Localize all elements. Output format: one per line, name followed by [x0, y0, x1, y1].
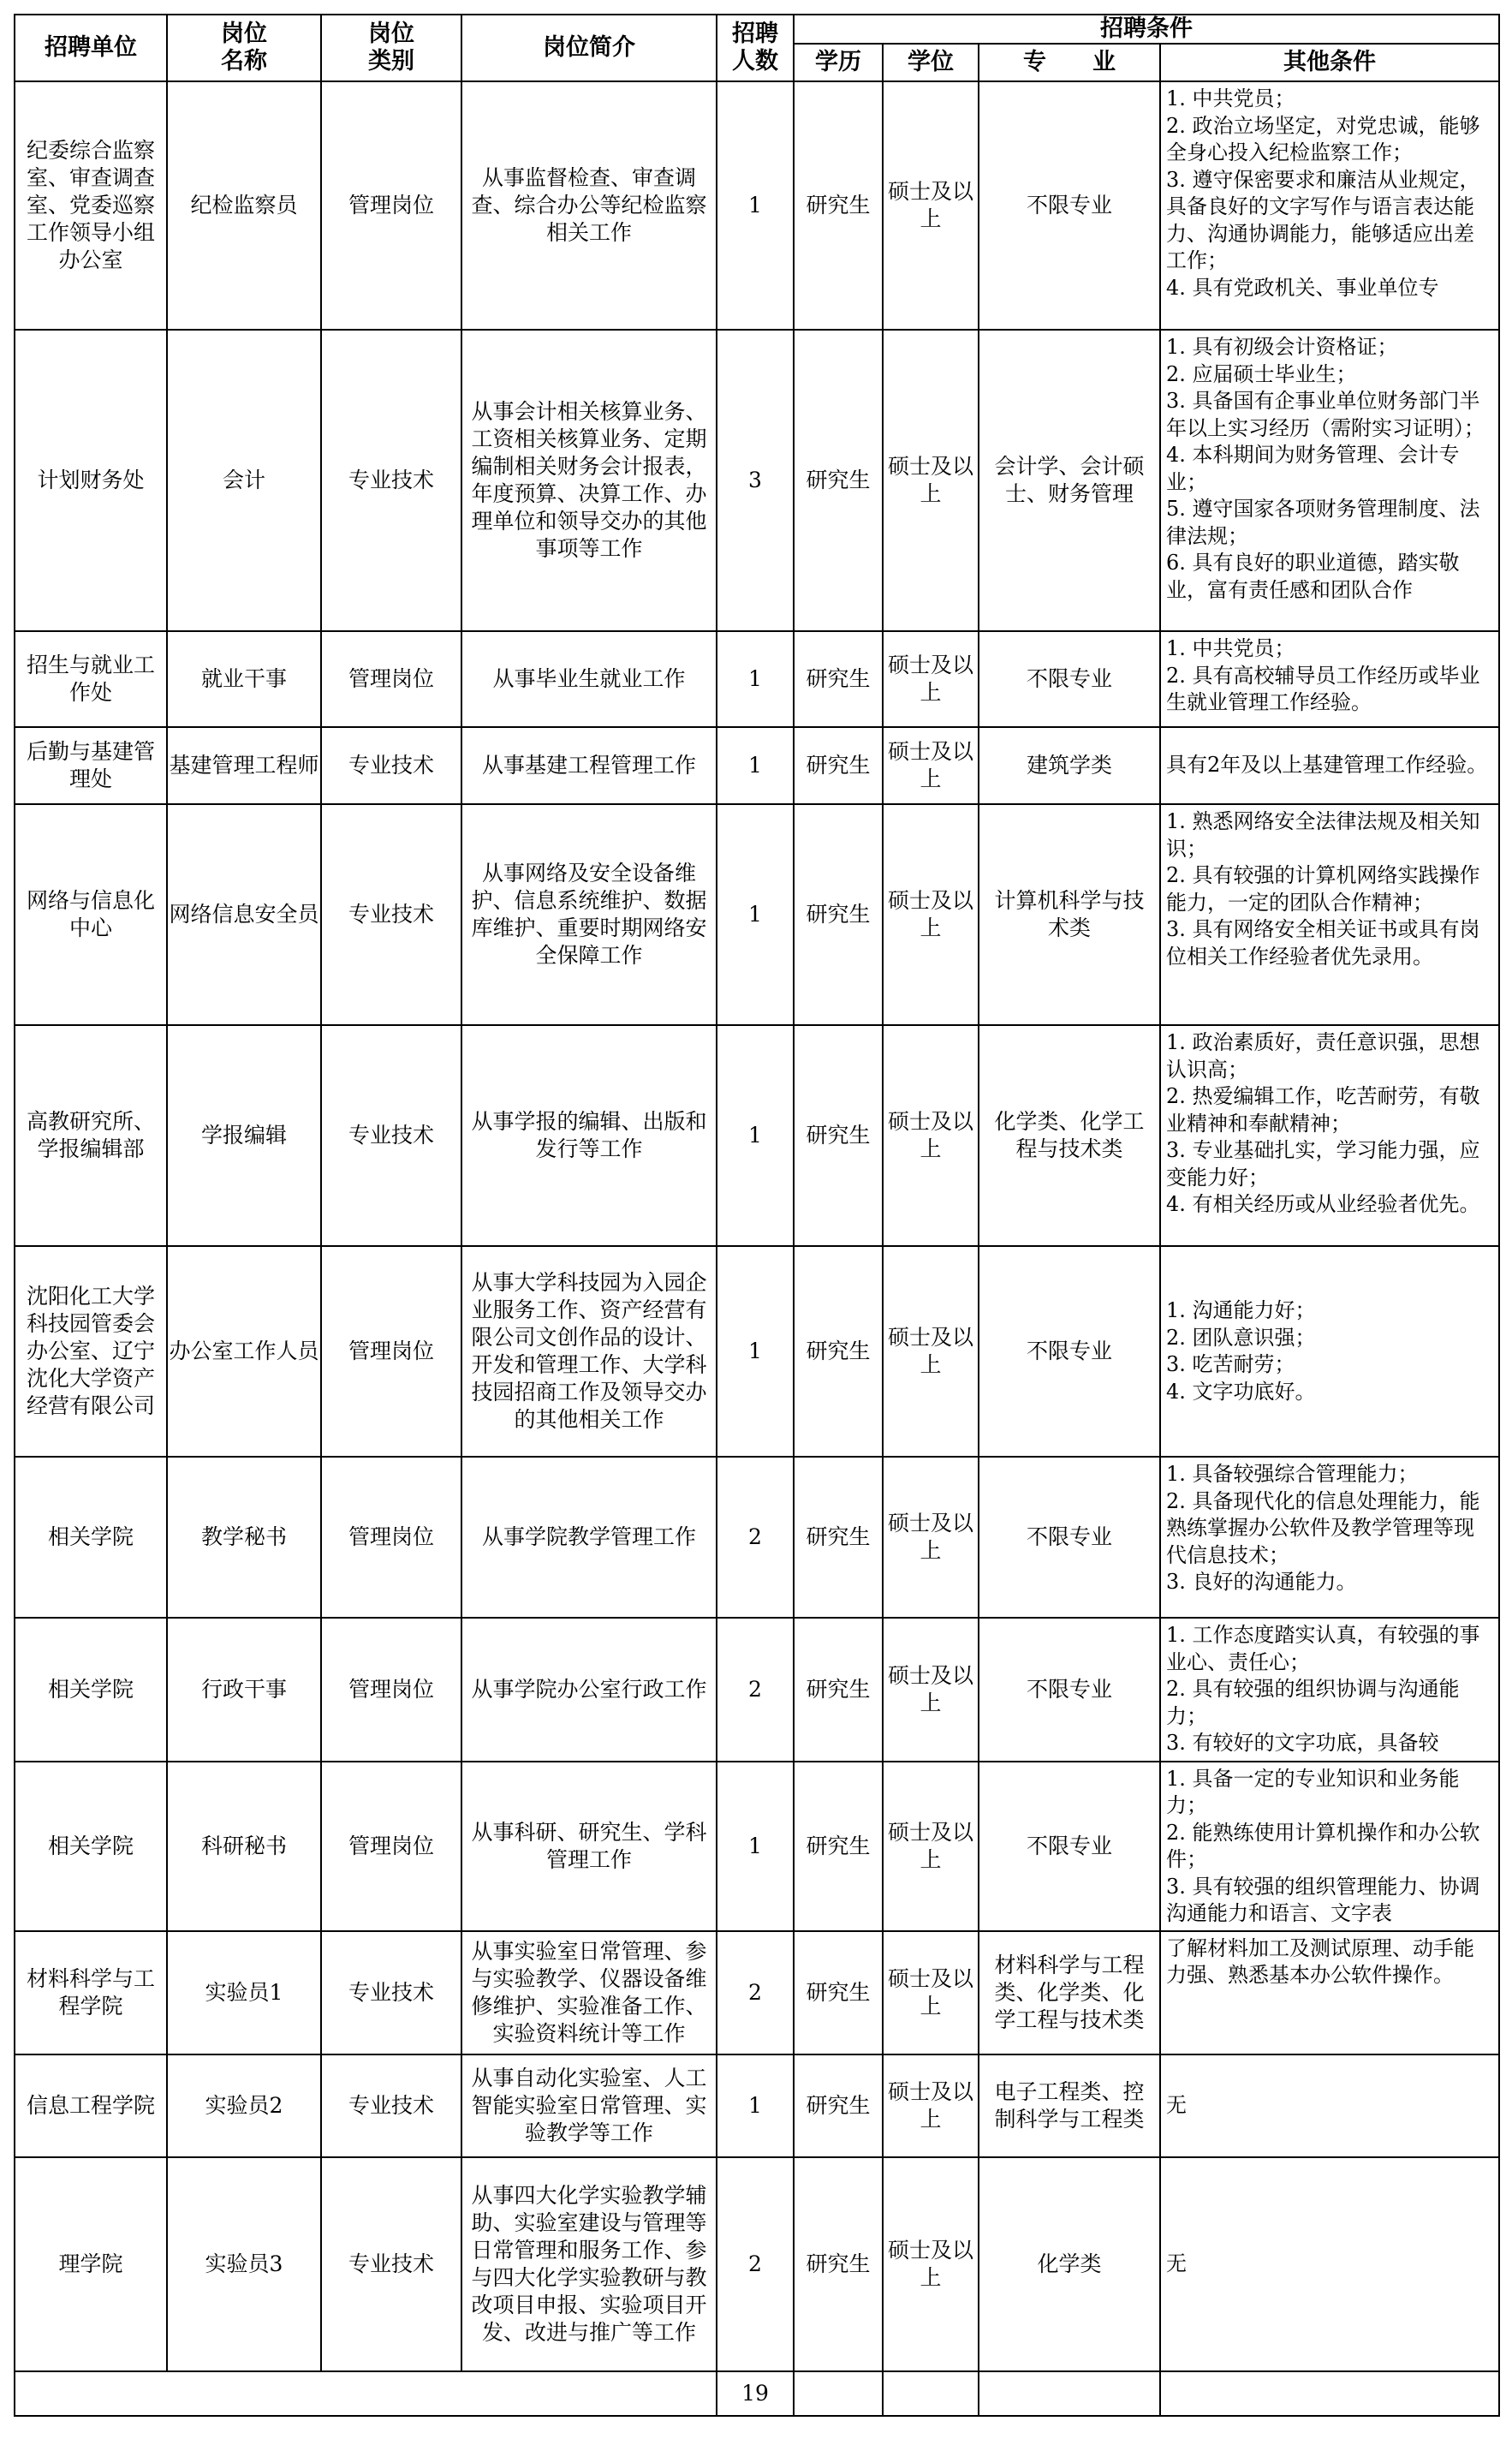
- cell-intro-text: 从事实验室日常管理、参与实验教学、仪器设备维修维护、实验准备工作、实验资料统计等工作: [471, 1938, 707, 2046]
- cell-major-text: 化学类: [1037, 2251, 1102, 2276]
- condition-item: 1. 具备一定的专业知识和业务能力；: [1166, 1766, 1460, 1817]
- cell-post: [167, 1931, 321, 2054]
- cell-edu-text: 研究生: [806, 902, 871, 927]
- cell-major: [979, 631, 1160, 727]
- footer-empty-left: [15, 2371, 717, 2416]
- cell-intro: [461, 631, 717, 727]
- cell-count-text: 1: [748, 193, 762, 218]
- cell-post: [167, 631, 321, 727]
- cell-post-text: 基建管理工程师: [169, 753, 319, 778]
- header-count: 招聘 人数: [717, 15, 794, 81]
- cell-degree-text: 硕士及以上: [887, 653, 973, 705]
- cell-intro-text: 从事学报的编辑、出版和发行等工作: [471, 1109, 707, 1161]
- condition-item: 4. 本科期间为财务管理、会计专业；: [1166, 443, 1460, 494]
- condition-item: 无: [1166, 2092, 1187, 2117]
- cell-count: [717, 804, 794, 1025]
- table-row: [15, 1457, 1499, 1618]
- cell-edu: [794, 1246, 883, 1457]
- cell-degree: [883, 1457, 979, 1618]
- cell-type: [321, 330, 461, 631]
- cell-other-conditions: [1160, 1762, 1499, 1931]
- table-row: [15, 330, 1499, 631]
- cell-unit-text: 招生与就业工作处: [26, 653, 155, 705]
- recruitment-table: [14, 14, 1500, 2417]
- cell-other-conditions: [1160, 1931, 1499, 2054]
- cell-major-text: 计算机科学与技术类: [994, 888, 1145, 940]
- cell-intro: [461, 1618, 717, 1762]
- cell-degree: [883, 1762, 979, 1931]
- condition-item: 2. 热爱编辑工作，吃苦耐劳，有敬业精神和奉献精神；: [1166, 1084, 1480, 1136]
- cell-unit: [15, 727, 167, 804]
- cell-major: [979, 2054, 1160, 2157]
- cell-unit-text: 相关学院: [47, 1833, 134, 1858]
- cell-degree-text: 硕士及以上: [887, 1965, 973, 2019]
- cell-intro-text: 从事网络及安全设备维护、信息系统维护、数据库维护、重要时期网络安全保障工作: [471, 861, 707, 968]
- cell-edu: [794, 1025, 883, 1246]
- cell-post-text: 实验员1: [205, 1979, 283, 2005]
- cell-type-text: 专业技术: [348, 2251, 434, 2276]
- cell-other-conditions: [1160, 1246, 1499, 1457]
- footer-empty-major: [979, 2371, 1160, 2416]
- cell-unit: [15, 1618, 167, 1762]
- header-type: 岗位 类别: [321, 15, 461, 81]
- cell-post-text: 科研秘书: [200, 1833, 287, 1858]
- cell-degree-text: 硕士及以上: [887, 454, 973, 506]
- footer-empty-other: [1160, 2371, 1499, 2416]
- cell-count-text: 2: [748, 2251, 762, 2276]
- cell-type-text: 专业技术: [348, 1979, 434, 2005]
- cell-unit-text: 信息工程学院: [26, 2092, 155, 2118]
- cell-edu-text: 研究生: [806, 1123, 871, 1148]
- cell-intro: [461, 727, 717, 804]
- cell-major: [979, 1025, 1160, 1246]
- cell-count-text: 3: [748, 468, 762, 492]
- cell-post: [167, 804, 321, 1025]
- cell-type: [321, 727, 461, 804]
- cell-intro: [461, 2054, 717, 2157]
- cell-degree: [883, 804, 979, 1025]
- cell-post-text: 纪检监察员: [190, 193, 298, 218]
- table-row: [15, 2054, 1499, 2157]
- cell-post: [167, 330, 321, 631]
- cell-unit: [15, 330, 167, 631]
- cell-count-text: 1: [748, 1123, 762, 1148]
- cell-major-text: 不限专业: [1026, 1676, 1112, 1702]
- cell-count: [717, 1762, 794, 1931]
- page-number: 19: [717, 2371, 794, 2416]
- cell-edu-text: 研究生: [806, 193, 871, 218]
- cell-unit-text: 相关学院: [47, 1524, 134, 1549]
- condition-item: 2. 具有较强的计算机网络实践操作能力，一定的团队合作精神；: [1166, 863, 1480, 915]
- cell-unit: [15, 1246, 167, 1457]
- cell-count-text: 1: [748, 753, 762, 778]
- cell-type-text: 管理岗位: [348, 1339, 434, 1363]
- cell-edu: [794, 2054, 883, 2157]
- table-row: [15, 631, 1499, 727]
- cell-type: [321, 1618, 461, 1762]
- condition-item: 2. 能熟练使用计算机操作和办公软件；: [1166, 1820, 1480, 1871]
- table-row: [15, 2157, 1499, 2371]
- cell-edu: [794, 81, 883, 330]
- cell-count: [717, 81, 794, 330]
- cell-unit-text: 网络与信息化中心: [26, 888, 155, 940]
- cell-edu-text: 研究生: [806, 1524, 871, 1549]
- cell-count-text: 2: [748, 1979, 762, 2005]
- cell-count: [717, 330, 794, 631]
- cell-degree-text: 硕士及以上: [887, 2237, 973, 2290]
- cell-post: [167, 1618, 321, 1762]
- cell-intro: [461, 330, 717, 631]
- cell-degree: [883, 81, 979, 330]
- cell-intro: [461, 804, 717, 1025]
- cell-type: [321, 2157, 461, 2371]
- cell-edu-text: 研究生: [806, 468, 871, 492]
- cell-other-conditions: [1160, 727, 1499, 804]
- condition-item: 1. 熟悉网络安全法律法规及相关知识；: [1166, 809, 1480, 861]
- condition-item: 无: [1166, 2251, 1187, 2275]
- cell-unit: [15, 1931, 167, 2054]
- cell-edu: [794, 1762, 883, 1931]
- condition-item: 了解材料加工及测试原理、动手能力强、熟悉基本办公软件操作。: [1166, 1935, 1474, 1987]
- table-row: [15, 81, 1499, 330]
- cell-major: [979, 2157, 1160, 2371]
- cell-intro-text: 从事大学科技园为入园企业服务工作、资产经营有限公司文创作品的设计、开发和管理工作、大学科技园招商工作及领导交办的其他相关工作: [471, 1270, 707, 1432]
- cell-count: [717, 1246, 794, 1457]
- cell-intro-text: 从事会计相关核算业务、工资相关核算业务、定期编制相关财务会计报表，年度预算、决算工作、办理单位和领导交办的其他事项等工作: [471, 399, 707, 561]
- cell-count: [717, 1618, 794, 1762]
- cell-unit-text: 理学院: [58, 2251, 123, 2276]
- condition-item: 3. 有较好的文字功底，具备较: [1166, 1731, 1439, 1755]
- condition-item: 2. 具有高校辅导员工作经历或毕业生就业管理工作经验。: [1166, 663, 1480, 714]
- cell-major-text: 电子工程类、控制科学与工程类: [994, 2078, 1145, 2132]
- cell-count-text: 1: [748, 902, 762, 927]
- cell-unit: [15, 1762, 167, 1931]
- cell-edu: [794, 727, 883, 804]
- cell-degree-text: 硕士及以上: [887, 739, 973, 791]
- cell-post-text: 就业干事: [200, 666, 287, 691]
- cell-count: [717, 631, 794, 727]
- cell-other-conditions: [1160, 2157, 1499, 2371]
- cell-edu-text: 研究生: [806, 1339, 871, 1363]
- footer-empty-degree: [883, 2371, 979, 2416]
- condition-item: 2. 具备现代化的信息处理能力，能熟练掌握办公软件及教学管理等现代信息技术；: [1166, 1488, 1480, 1567]
- header-major: 专 业: [979, 44, 1160, 81]
- cell-intro-text: 从事科研、研究生、学科管理工作: [471, 1819, 707, 1872]
- cell-count-text: 1: [748, 666, 762, 691]
- cell-type-text: 管理岗位: [348, 1833, 434, 1858]
- cell-degree-text: 硕士及以上: [887, 1662, 973, 1715]
- cell-type: [321, 1246, 461, 1457]
- cell-edu-text: 研究生: [806, 1676, 871, 1702]
- cell-unit-text: 纪委综合监察室、审查调查室、党委巡察工作领导小组办公室: [26, 138, 155, 272]
- cell-degree-text: 硕士及以上: [887, 2078, 973, 2132]
- cell-edu: [794, 1618, 883, 1762]
- cell-unit: [15, 2157, 167, 2371]
- cell-degree-text: 硕士及以上: [887, 1325, 973, 1377]
- table-row: [15, 727, 1499, 804]
- cell-post: [167, 2054, 321, 2157]
- cell-edu-text: 研究生: [806, 666, 871, 691]
- header-other: 其他条件: [1160, 44, 1499, 81]
- cell-count-text: 2: [748, 1676, 762, 1702]
- cell-unit-text: 高教研究所、学报编辑部: [26, 1109, 155, 1161]
- cell-post: [167, 81, 321, 330]
- cell-degree-text: 硕士及以上: [887, 1109, 973, 1161]
- cell-major: [979, 1931, 1160, 2054]
- cell-intro: [461, 1457, 717, 1618]
- cell-edu: [794, 1457, 883, 1618]
- cell-post-text: 学报编辑: [200, 1123, 287, 1148]
- cell-count: [717, 2054, 794, 2157]
- table-row: [15, 1931, 1499, 2054]
- condition-item: 5. 遵守国家各项财务管理制度、法律法规；: [1166, 497, 1480, 548]
- cell-other-conditions: [1160, 81, 1499, 330]
- cell-post-text: 教学秘书: [200, 1524, 287, 1549]
- condition-item: 4. 具有党政机关、事业单位专: [1166, 275, 1439, 300]
- condition-item: 2. 应届硕士毕业生；: [1166, 361, 1357, 386]
- cell-unit: [15, 1457, 167, 1618]
- cell-type-text: 专业技术: [348, 753, 434, 778]
- condition-item: 4. 文字功底好。: [1166, 1379, 1316, 1404]
- cell-post: [167, 1762, 321, 1931]
- cell-type: [321, 81, 461, 330]
- cell-degree: [883, 1246, 979, 1457]
- cell-degree-text: 硕士及以上: [887, 179, 973, 231]
- condition-item: 3. 具有较强的组织管理能力、协调沟通能力和语言、文字表: [1166, 1874, 1480, 1925]
- cell-major: [979, 804, 1160, 1025]
- cell-type-text: 管理岗位: [348, 1524, 434, 1549]
- cell-type: [321, 1457, 461, 1618]
- cell-intro: [461, 1931, 717, 2054]
- condition-item: 3. 吃苦耐劳；: [1166, 1352, 1295, 1376]
- cell-degree: [883, 1618, 979, 1762]
- cell-degree: [883, 1931, 979, 2054]
- cell-count-text: 1: [748, 2092, 762, 2118]
- cell-unit-text: 沈阳化工大学科技园管委会办公室、辽宁沈化大学资产经营有限公司: [26, 1284, 155, 1418]
- cell-other-conditions: [1160, 1025, 1499, 1246]
- cell-edu-text: 研究生: [806, 2092, 871, 2118]
- cell-edu-text: 研究生: [806, 2251, 871, 2276]
- condition-item: 3. 具备国有企事业单位财务部门半年以上实习经历（需附实习证明）；: [1166, 389, 1485, 440]
- table-row: [15, 1762, 1499, 1931]
- cell-post: [167, 727, 321, 804]
- cell-intro-text: 从事基建工程管理工作: [481, 753, 696, 778]
- cell-unit: [15, 631, 167, 727]
- condition-item: 2. 团队意识强；: [1166, 1325, 1316, 1350]
- cell-count-text: 1: [748, 1833, 762, 1858]
- cell-major: [979, 727, 1160, 804]
- cell-type: [321, 1931, 461, 2054]
- cell-other-conditions: [1160, 1618, 1499, 1762]
- cell-type: [321, 2054, 461, 2157]
- cell-major-text: 会计学、会计硕士、财务管理: [994, 454, 1145, 506]
- cell-intro-text: 从事学院教学管理工作: [481, 1524, 696, 1549]
- cell-intro-text: 从事自动化实验室、人工智能实验室日常管理、实验教学等工作: [471, 2065, 707, 2145]
- cell-other-conditions: [1160, 2054, 1499, 2157]
- cell-intro-text: 从事四大化学实验教学辅助、实验室建设与管理等日常管理和服务工作、参与四大化学实验教研与教改项目申报、实验项目开发、改进与推广等工作: [471, 2182, 707, 2345]
- cell-degree: [883, 2054, 979, 2157]
- cell-edu: [794, 804, 883, 1025]
- condition-item: 1. 具有初级会计资格证；: [1166, 335, 1398, 359]
- footer-empty-edu: [794, 2371, 883, 2416]
- condition-item: 1. 工作态度踏实认真，有较强的事业心、责任心；: [1166, 1623, 1480, 1674]
- cell-intro: [461, 1762, 717, 1931]
- cell-major-text: 不限专业: [1026, 193, 1112, 218]
- cell-edu-text: 研究生: [806, 753, 871, 778]
- cell-type-text: 专业技术: [348, 468, 434, 492]
- cell-degree-text: 硕士及以上: [887, 888, 973, 940]
- condition-item: 具有2年及以上基建管理工作经验。: [1166, 753, 1488, 778]
- cell-major-text: 不限专业: [1026, 1833, 1112, 1858]
- cell-degree: [883, 1025, 979, 1246]
- cell-edu-text: 研究生: [806, 1833, 871, 1858]
- table-row: [15, 804, 1499, 1025]
- cell-unit-text: 后勤与基建管理处: [26, 739, 155, 791]
- cell-count: [717, 727, 794, 804]
- cell-major-text: 化学类、化学工程与技术类: [994, 1109, 1145, 1161]
- cell-major-text: 材料科学与工程类、化学类、化学工程与技术类: [994, 1952, 1145, 2032]
- cell-post: [167, 2157, 321, 2371]
- table-body: [15, 81, 1499, 2371]
- cell-major-text: 建筑学类: [1026, 753, 1112, 778]
- cell-post: [167, 1246, 321, 1457]
- cell-unit-text: 计划财务处: [37, 468, 145, 492]
- header-post: 岗位 名称: [167, 15, 321, 81]
- header-degree: 学位: [883, 44, 979, 81]
- cell-type: [321, 1762, 461, 1931]
- cell-major-text: 不限专业: [1026, 666, 1112, 691]
- cell-edu-text: 研究生: [806, 1979, 871, 2005]
- cell-type-text: 管理岗位: [348, 666, 434, 691]
- cell-intro-text: 从事监督检查、审查调查、综合办公等纪检监察相关工作: [471, 165, 707, 245]
- cell-count-text: 2: [748, 1524, 762, 1549]
- cell-other-conditions: [1160, 631, 1499, 727]
- cell-intro: [461, 1246, 717, 1457]
- cell-degree-text: 硕士及以上: [887, 1819, 973, 1872]
- cell-intro: [461, 1025, 717, 1246]
- cell-type-text: 专业技术: [348, 902, 434, 927]
- table-row: [15, 1025, 1499, 1246]
- cell-unit: [15, 1025, 167, 1246]
- cell-other-conditions: [1160, 330, 1499, 631]
- condition-item: 3. 良好的沟通能力。: [1166, 1570, 1357, 1594]
- cell-edu: [794, 631, 883, 727]
- cell-intro-text: 从事毕业生就业工作: [492, 666, 686, 691]
- table-row: [15, 1246, 1499, 1457]
- cell-edu: [794, 330, 883, 631]
- cell-post: [167, 1025, 321, 1246]
- cell-post-text: 会计: [222, 468, 265, 492]
- cell-other-conditions: [1160, 804, 1499, 1025]
- cell-type: [321, 1025, 461, 1246]
- header-edu: 学历: [794, 44, 883, 81]
- condition-item: 4. 有相关经历或从业经验者优先。: [1166, 1192, 1480, 1216]
- condition-item: 1. 具备较强综合管理能力；: [1166, 1462, 1419, 1486]
- cell-degree: [883, 631, 979, 727]
- cell-major: [979, 81, 1160, 330]
- cell-type-text: 专业技术: [348, 2092, 434, 2118]
- table-row: [15, 1618, 1499, 1762]
- cell-major: [979, 1457, 1160, 1618]
- cell-unit-text: 相关学院: [47, 1676, 134, 1702]
- cell-edu: [794, 1931, 883, 2054]
- cell-degree: [883, 727, 979, 804]
- cell-major: [979, 330, 1160, 631]
- header-intro: 岗位简介: [461, 15, 717, 81]
- footer-row: [15, 2371, 1499, 2416]
- cell-major: [979, 1762, 1160, 1931]
- condition-item: 1. 中共党员；: [1166, 86, 1295, 110]
- condition-item: 3. 遵守保密要求和廉洁从业规定，具备良好的文字写作与语言表达能力、沟通协调能力，能够适应出差工作；: [1166, 167, 1480, 272]
- cell-count: [717, 1457, 794, 1618]
- cell-edu: [794, 2157, 883, 2371]
- cell-unit-text: 材料科学与工程学院: [26, 1965, 155, 2019]
- cell-post: [167, 1457, 321, 1618]
- cell-post-text: 行政干事: [200, 1676, 287, 1702]
- cell-type-text: 专业技术: [348, 1123, 434, 1148]
- condition-item: 3. 专业基础扎实，学习能力强，应变能力好；: [1166, 1138, 1480, 1190]
- cell-major-text: 不限专业: [1026, 1524, 1112, 1549]
- cell-major: [979, 1246, 1160, 1457]
- cell-count: [717, 2157, 794, 2371]
- cell-post-text: 实验员2: [205, 2092, 283, 2118]
- cell-unit: [15, 804, 167, 1025]
- header-unit: 招聘单位: [15, 15, 167, 81]
- condition-item: 3. 具有网络安全相关证书或具有岗位相关工作经验者优先录用。: [1166, 917, 1480, 969]
- cell-intro: [461, 81, 717, 330]
- condition-item: 2. 政治立场坚定，对党忠诚，能够全身心投入纪检监察工作；: [1166, 113, 1480, 164]
- cell-major-text: 不限专业: [1026, 1339, 1112, 1363]
- cell-degree: [883, 2157, 979, 2371]
- condition-item: 1. 沟通能力好；: [1166, 1298, 1316, 1322]
- cell-type: [321, 631, 461, 727]
- cell-count: [717, 1025, 794, 1246]
- document-page: [14, 14, 1498, 2417]
- cell-post-text: 网络信息安全员: [169, 902, 319, 927]
- condition-item: 1. 中共党员；: [1166, 636, 1295, 660]
- cell-type-text: 管理岗位: [348, 1676, 434, 1702]
- condition-item: 6. 具有良好的职业道德，踏实敬业，富有责任感和团队合作: [1166, 551, 1460, 602]
- cell-degree-text: 硕士及以上: [887, 1511, 973, 1563]
- cell-other-conditions: [1160, 1457, 1499, 1618]
- cell-degree: [883, 330, 979, 631]
- cell-type: [321, 804, 461, 1025]
- header-conditions: 招聘条件: [794, 15, 1499, 44]
- cell-unit: [15, 81, 167, 330]
- cell-count: [717, 1931, 794, 2054]
- cell-intro-text: 从事学院办公室行政工作: [471, 1676, 707, 1702]
- cell-count-text: 1: [748, 1339, 762, 1363]
- cell-unit: [15, 2054, 167, 2157]
- cell-post-text: 实验员3: [205, 2251, 283, 2276]
- cell-type-text: 管理岗位: [348, 193, 434, 218]
- condition-item: 1. 政治素质好，责任意识强，思想认识高；: [1166, 1030, 1480, 1082]
- cell-major: [979, 1618, 1160, 1762]
- cell-post-text: 办公室工作人员: [169, 1339, 319, 1363]
- cell-intro: [461, 2157, 717, 2371]
- condition-item: 2. 具有较强的组织协调与沟通能力；: [1166, 1677, 1460, 1728]
